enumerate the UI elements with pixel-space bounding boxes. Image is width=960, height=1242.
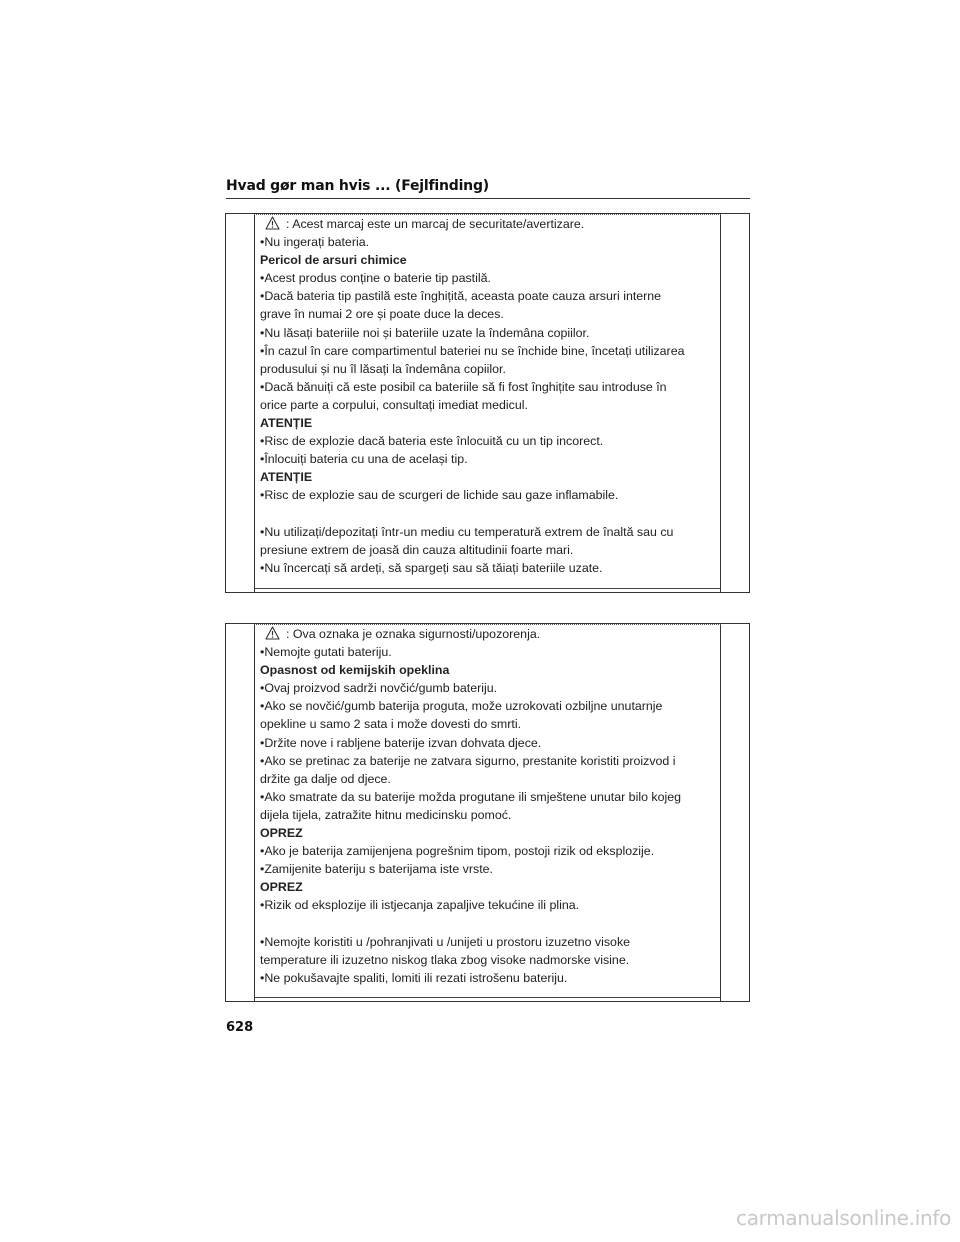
line-text: temperature ili izuzetno niskog tlaka zbog visoke nadmorske visine. <box>260 952 630 967</box>
text-line <box>260 450 717 468</box>
line-text: •Ako je baterija zamijenjena pogrešnim tipom, postoji rizik od eksplozije. <box>260 844 655 859</box>
line-text: •Ako se novčić/gumb baterija proguta, može uzrokovati ozbiljne unutarnje <box>260 699 663 714</box>
section-heading <box>260 878 717 896</box>
blank-line <box>260 915 717 933</box>
line-text: •Nemojte koristiti u /pohranjivati u /unijeti u prostoru izuzetno visoke <box>260 934 631 949</box>
line-text: orice parte a corpului, consultați imediat medicul. <box>260 397 528 412</box>
text-line <box>260 679 717 697</box>
text-line <box>260 523 717 541</box>
text-line <box>260 324 717 342</box>
line-text: •Rizik od eksplozije ili istjecanja zapaljive tekućine ili plina. <box>260 898 580 913</box>
line-text: •Dacă bateria tip pastilă este înghițită, aceasta poate cauza arsuri interne <box>260 289 662 304</box>
line-text: : Ova oznaka je oznaka sigurnosti/upozorenja. <box>286 627 541 641</box>
text-line <box>260 770 717 788</box>
text-line <box>260 969 717 987</box>
line-text: •Zamijenite bateriju s baterijama iste vrste. <box>260 862 493 877</box>
line-text: •Risc de explozie sau de scurgeri de lichide sau gaze inflamabile. <box>260 488 619 503</box>
page-number: 628 <box>226 1020 254 1035</box>
line-text: •Ako se pretinac za baterije ne zatvara sigurno, prestanite koristiti proizvod i <box>260 753 676 768</box>
line-text: Pericol de arsuri chimice <box>260 253 407 268</box>
box-bottom-rule <box>254 997 721 998</box>
box-content <box>260 625 717 987</box>
line-text: OPREZ <box>260 826 303 841</box>
text-line <box>260 432 717 450</box>
text-line <box>260 752 717 770</box>
line-text: •Dacă bănuiți că este posibil ca bateriile să fi fost înghițite sau introduse în <box>260 379 667 394</box>
text-line <box>260 360 717 378</box>
text-line <box>260 896 717 914</box>
line-text: : Acest marcaj este un marcaj de securitate/avertizare. <box>286 217 585 231</box>
warning-box-romanian <box>225 213 750 593</box>
section-heading <box>260 661 717 679</box>
text-line <box>260 269 717 287</box>
text-line <box>260 806 717 824</box>
line-text: presiune extrem de joasă din cauza altitudinii foarte mari. <box>260 542 574 557</box>
text-line <box>260 625 717 643</box>
warning-box-croatian <box>225 623 750 1002</box>
line-text: produsului și nu îl lăsați la îndemâna copiilor. <box>260 361 506 376</box>
line-text: dijela tijela, zatražite hitnu medicinsku pomoć. <box>260 807 512 822</box>
line-text: •Nu lăsați bateriile noi și bateriile uzate la îndemâna copiilor. <box>260 325 590 340</box>
line-text: •Nu încercați să ardeți, să spargeți sau să tăiați bateriile uzate. <box>260 560 603 575</box>
text-line <box>260 287 717 305</box>
text-line <box>260 342 717 360</box>
line-text: Opasnost od kemijskih opeklina <box>260 663 450 678</box>
text-line <box>260 215 717 233</box>
line-text: opekline u samo 2 sata i može dovesti do smrti. <box>260 717 522 732</box>
line-text: ATENȚIE <box>260 470 313 485</box>
line-text: •Nu utilizați/depozitați într-un mediu cu temperatură extrem de înaltă sau cu <box>260 524 674 539</box>
line-text: •Držite nove i rabljene baterije izvan dohvata djece. <box>260 735 542 750</box>
watermark: carmanualsonline.info <box>736 1206 952 1230</box>
text-line <box>260 788 717 806</box>
section-heading <box>260 468 717 486</box>
section-heading <box>260 414 717 432</box>
text-line <box>260 541 717 559</box>
line-text: •Acest produs conține o baterie tip pastilă. <box>260 271 491 286</box>
line-text: •Ovaj proizvod sadrži novčić/gumb bateriju. <box>260 681 498 696</box>
text-line <box>260 486 717 504</box>
text-line <box>260 697 717 715</box>
text-line <box>260 715 717 733</box>
line-text: •Ako smatrate da su baterije možda progutane ili smještene unutar bilo kojeg <box>260 789 682 804</box>
text-line <box>260 396 717 414</box>
blank-line <box>260 505 717 523</box>
line-text: OPREZ <box>260 880 303 895</box>
text-line <box>260 734 717 752</box>
box-bottom-rule <box>254 588 721 589</box>
line-text: •Nemojte gutati bateriju. <box>260 645 392 660</box>
line-text: držite ga dalje od djece. <box>260 771 391 786</box>
section-heading <box>260 824 717 842</box>
text-line <box>260 233 717 251</box>
box-content <box>260 215 717 577</box>
warning-triangle-icon <box>265 626 280 640</box>
line-text: •Înlocuiți bateria cu una de același tip. <box>260 452 468 467</box>
page-header-title: Hvad gør man hvis ... (Fejlfinding) <box>226 178 489 194</box>
line-text: •Ne pokušavajte spaliti, lomiti ili rezati istrošenu bateriju. <box>260 970 568 985</box>
line-text: ATENȚIE <box>260 416 313 431</box>
header-rule <box>226 198 750 199</box>
section-heading <box>260 251 717 269</box>
warning-triangle-icon <box>265 216 280 230</box>
text-line <box>260 378 717 396</box>
text-line <box>260 842 717 860</box>
text-line <box>260 933 717 951</box>
text-line <box>260 951 717 969</box>
line-text: •Risc de explozie dacă bateria este înlocuită cu un tip incorect. <box>260 434 604 449</box>
line-text: grave în numai 2 ore și poate duce la deces. <box>260 307 504 322</box>
text-line <box>260 643 717 661</box>
line-text: •Nu ingerați bateria. <box>260 235 370 250</box>
text-line <box>260 860 717 878</box>
text-line <box>260 559 717 577</box>
text-line <box>260 305 717 323</box>
line-text: •În cazul în care compartimentul bateriei nu se închide bine, încetați utilizarea <box>260 343 685 358</box>
